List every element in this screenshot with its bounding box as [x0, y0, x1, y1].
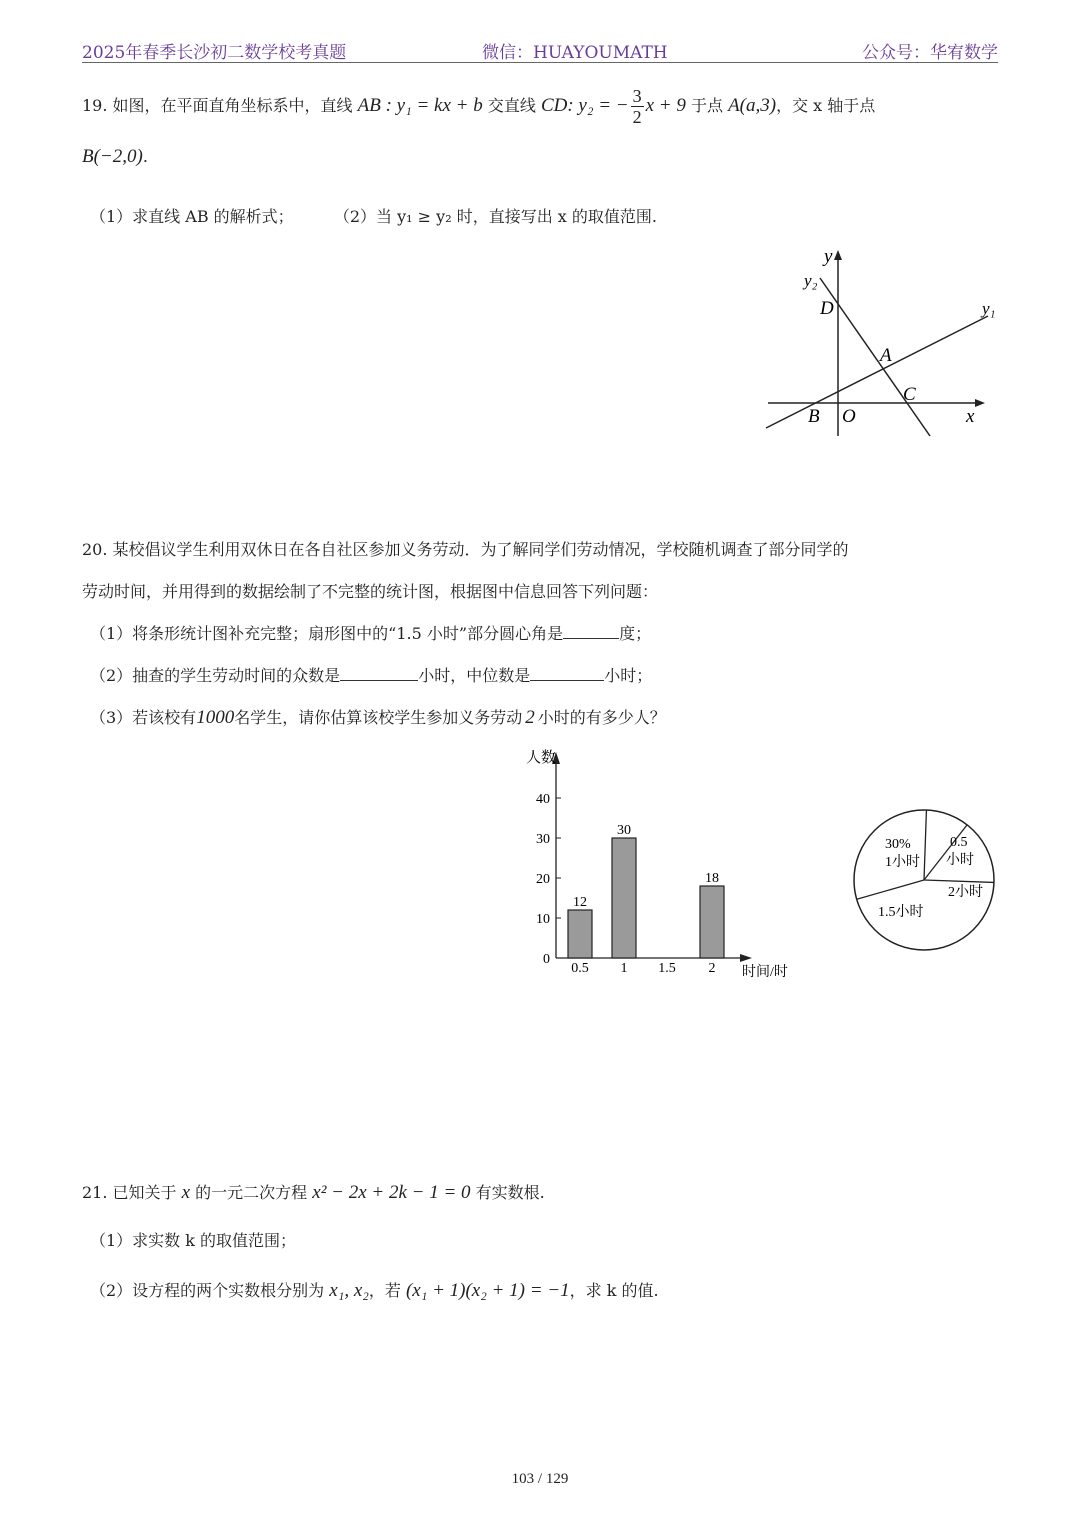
q19-part1: （1）求直线 AB 的解析式； [90, 207, 294, 226]
q20-part1-text: （1）将条形统计图补充完整；扇形图中的“1.5 小时”部分圆心角是 [90, 624, 564, 643]
bar-category-label: 1.5 [658, 961, 676, 976]
q20-part3-text3: 小时的有多少人？ [537, 708, 666, 727]
q20-statement-line2: 劳动时间，并用得到的数据绘制了不完整的统计图，根据图中信息回答下列问题： [82, 582, 659, 601]
q20-part1-unit: 度； [619, 624, 652, 643]
q20-statement-line1: 20. 某校倡议学生利用双休日在各自社区参加义务劳动．为了解同学们劳动情况，学校随机调查了部分同学的 [82, 540, 849, 559]
pie-label-2h: 2小时 [948, 885, 983, 900]
q20-part1-blank[interactable] [563, 624, 619, 639]
q20-part3 [90, 705, 666, 729]
header-title: 2025年春季长沙初二数学校考真题 [82, 43, 347, 63]
q19-fraction [631, 86, 644, 127]
x-axis-arrow [975, 399, 985, 407]
q19-end: . [142, 147, 148, 166]
bar-y-tick-label: 10 [536, 912, 550, 927]
label-A: A [880, 345, 892, 366]
q21-text2: 的一元二次方程 [195, 1183, 308, 1202]
q19-mid2: 于点 [690, 96, 723, 115]
label-y2: y₂ [804, 271, 818, 290]
q19-suffix: ，交 x 轴于点 [776, 96, 876, 115]
pie-label-1h: 1小时 [885, 855, 920, 870]
bar-1 [612, 838, 636, 958]
pie-label-05h-unit: 小时 [946, 853, 974, 868]
header-account: 公众号：华宥数学 [862, 43, 998, 63]
q19-line-cd: CD: y₂ = − [540, 95, 629, 116]
page-number: 103 / 129 [511, 1471, 569, 1487]
bar-data-label: 30 [617, 823, 631, 838]
q20-part3-number2: 2 [525, 707, 535, 728]
q20-pie-chart [850, 806, 1000, 954]
q21-condition: (x₁ + 1)(x₂ + 1) = −1 [405, 1280, 570, 1301]
q20-part1 [90, 621, 651, 644]
bar-y-tick-label: 0 [543, 952, 550, 967]
bar-category-label: 1 [620, 961, 628, 976]
bar-category-label: 2 [708, 961, 716, 976]
q19-line-ab: AB : y₁ = kx + b [357, 95, 483, 116]
bar-x-axis-arrow [740, 954, 752, 962]
label-O: O [842, 406, 856, 427]
q20-part2-text2: 小时，中位数是 [418, 666, 531, 685]
label-x: x [966, 406, 975, 427]
line-y2 [820, 278, 930, 436]
q20-part2-unit: 小时； [604, 666, 653, 685]
q19-part2: （2）当 y₁ ≥ y₂ 时，直接写出 x 的取值范围. [333, 207, 657, 226]
bar-y-tick-label: 30 [536, 832, 550, 847]
q21-text3: 有实数根. [475, 1183, 545, 1202]
q21-var-x: x [181, 1182, 191, 1203]
q19-frac-den: 2 [632, 107, 642, 127]
q19-point-a: A(a,3) [728, 95, 777, 116]
q21-equation: x² − 2x + 2k − 1 = 0 [312, 1182, 471, 1203]
q19-frac-num: 3 [632, 86, 642, 106]
q19-coordinate-figure [760, 244, 1010, 444]
bar-y-tick-label: 40 [536, 792, 550, 807]
q21-part2-text: （2）设方程的两个实数根分别为 [90, 1281, 325, 1300]
bar-category-label: 0.5 [571, 961, 589, 976]
q20-median-blank[interactable] [530, 666, 604, 681]
q19-statement-line1 [82, 86, 875, 127]
pie-label-05h: 0.5 [950, 835, 968, 850]
q20-part3-number: 1000 [196, 707, 235, 728]
label-C: C [903, 384, 916, 405]
q20-part3-text2: 名学生，请你估算该校学生参加义务劳动 [234, 708, 523, 727]
bar-data-label: 18 [705, 871, 719, 886]
q19-prefix: 19. 如图，在平面直角坐标系中，直线 [82, 96, 353, 115]
line-y1 [766, 316, 988, 428]
pie-slice-boundary [857, 880, 924, 899]
q21-text1: 21. 已知关于 [82, 1183, 177, 1202]
pie-label-1h-percent: 30% [885, 837, 911, 852]
q19-mid: 交直线 [487, 96, 536, 115]
q21-statement [82, 1180, 545, 1204]
q20-part2-text: （2）抽查的学生劳动时间的众数是 [90, 666, 341, 685]
label-B: B [808, 406, 820, 427]
label-y: y [824, 246, 833, 267]
q20-bar-chart [510, 740, 810, 985]
q21-roots: x₁, x₂ [329, 1280, 369, 1301]
bar-y-label: 人数 [526, 750, 557, 766]
q20-part2 [90, 663, 652, 686]
q21-part2-text3: ，求 k 的值. [569, 1281, 659, 1300]
bar-data-label: 12 [573, 895, 587, 910]
page-header [82, 36, 998, 63]
q19-statement-line2 [82, 146, 148, 168]
q21-part2 [90, 1278, 659, 1302]
q19-point-b: B(−2,0) [82, 146, 143, 167]
q21-part1: （1）求实数 k 的取值范围； [90, 1231, 297, 1250]
q20-mode-blank[interactable] [340, 666, 418, 681]
bar-y-tick-label: 20 [536, 872, 550, 887]
header-wechat: 微信：HUAYOUMATH [482, 43, 668, 63]
label-y1: y₁ [982, 299, 996, 318]
bar-x-label: 时间/时 [742, 965, 788, 980]
y-axis-arrow [834, 250, 842, 260]
bar-0.5 [568, 910, 592, 958]
bar-2 [700, 886, 724, 958]
pie-label-15h: 1.5小时 [878, 905, 924, 920]
pie-slice-boundary [924, 810, 926, 880]
pie-slice-boundary [924, 880, 994, 882]
q20-part3-text: （3）若该校有 [90, 708, 197, 727]
q19-parts [90, 204, 657, 227]
q21-part2-text2: ，若 [368, 1281, 401, 1300]
q19-line-cd-tail: x + 9 [645, 95, 686, 116]
label-D: D [820, 298, 834, 319]
